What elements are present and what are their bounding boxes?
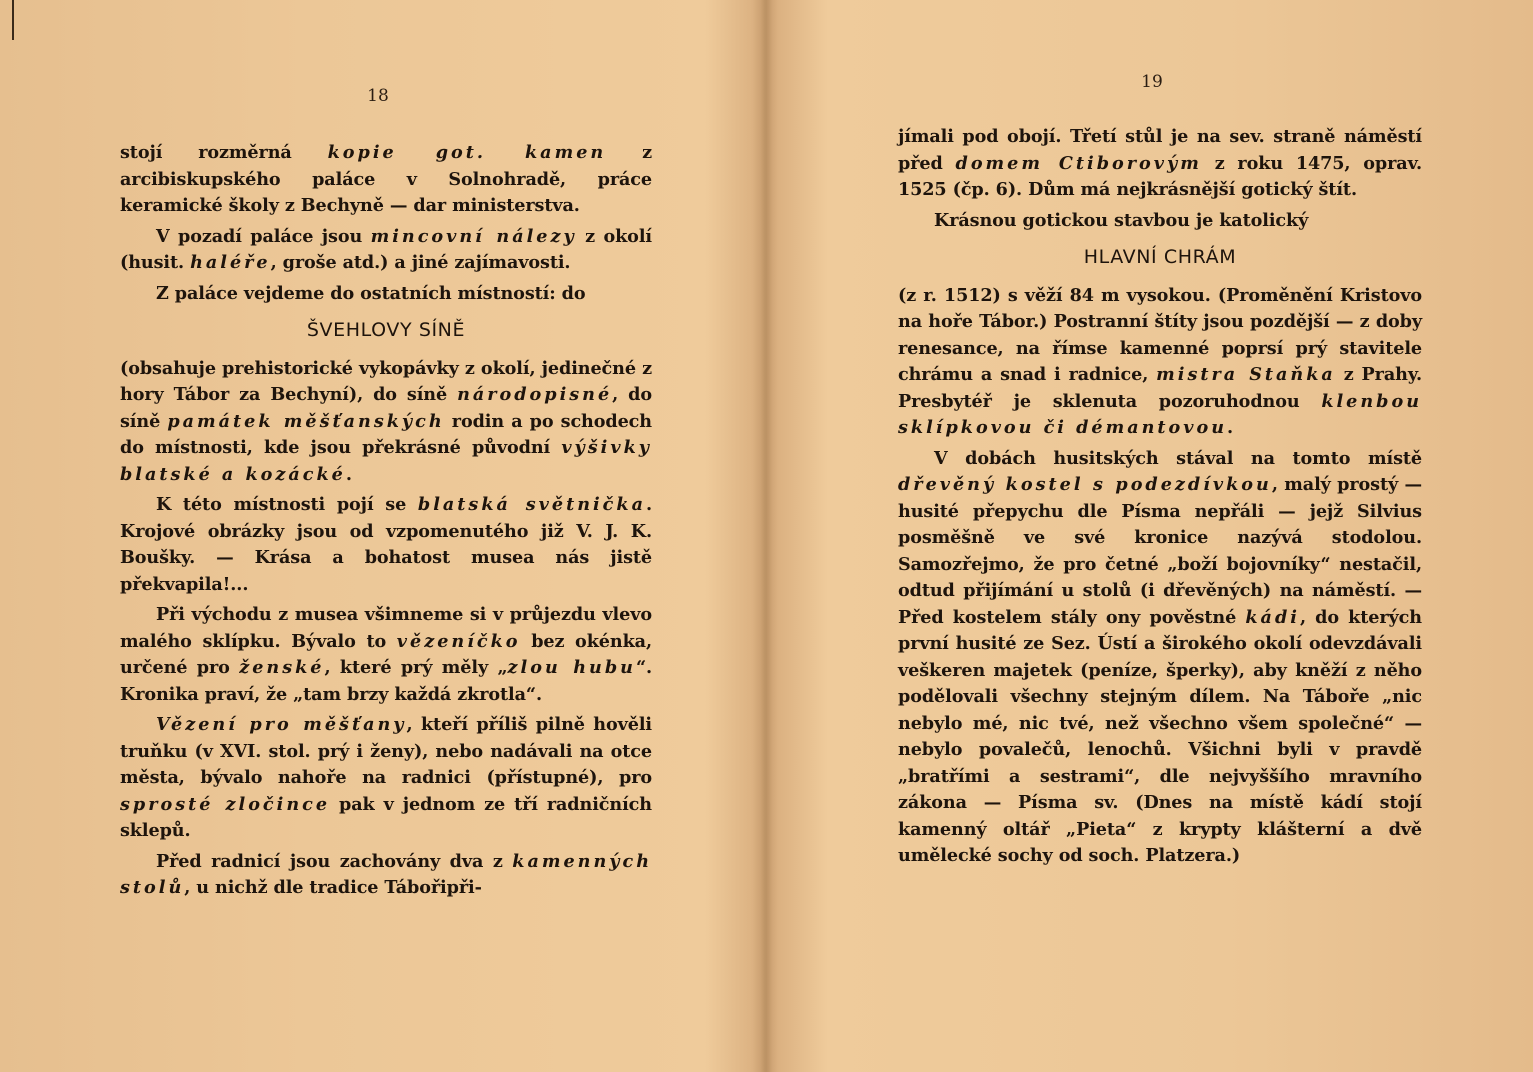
section-heading: HLAVNÍ CHRÁM xyxy=(1083,246,1237,268)
text-run: V pozadí paláce jsou xyxy=(156,225,371,247)
page-number-left: 18 xyxy=(367,86,389,106)
emphasized-text: kopie got. kamen xyxy=(327,142,607,163)
text-run: stojí rozměrná xyxy=(120,142,328,163)
emphasized-text: národopisné xyxy=(457,384,613,405)
right-page xyxy=(770,0,1533,1072)
paragraph xyxy=(120,602,652,708)
text-run: . xyxy=(1227,417,1234,438)
emphasized-text: kamenných stolů xyxy=(120,850,652,898)
text-run: (z r. 1512) s věží 84 m vysokou. (Proměnění Kristovo na hoře Tábor.) Postranní štíty jsou pozdější — z doby renesance, na římse kamenné poprsí prý stavitele chrámu a snad i radnice, xyxy=(898,284,1422,385)
right-page-text xyxy=(898,124,1422,870)
paragraph xyxy=(120,224,652,277)
text-run: “. Kronika praví, že „tam brzy každá zkrotla“. xyxy=(120,657,652,705)
text-run: z roku 1475, oprav. 1525 (čp. 6). Dům má nejkrásnější gotický štít. xyxy=(898,152,1422,200)
text-run: Z paláce vejdeme do ostatních místností: do xyxy=(156,282,586,304)
paragraph xyxy=(120,281,652,308)
emphasized-text: kádi xyxy=(1245,606,1300,628)
emphasized-text: výšivky blatské a kozácké xyxy=(120,437,652,485)
paragraph xyxy=(898,124,1422,204)
emphasized-text: dřevěný kostel s podezdívkou xyxy=(898,474,1272,495)
paragraph xyxy=(120,712,652,845)
page-number-right: 19 xyxy=(1141,72,1163,92)
paragraph xyxy=(120,849,652,902)
text-run: Při východu z musea všimneme si v průjezdu vlevo malého sklípku. Bývalo to xyxy=(120,604,652,652)
emphasized-text: památek měšťanských xyxy=(167,410,445,432)
text-run: bez okénka, určené pro xyxy=(120,630,652,678)
emphasized-text: ženské xyxy=(239,657,325,678)
emphasized-text: vězeníčko xyxy=(396,630,521,652)
emphasized-text: haléře xyxy=(190,252,271,273)
text-run: jímali pod obojí. Třetí stůl je na sev. straně náměstí před xyxy=(898,126,1422,174)
emphasized-text: domem Ctiborovým xyxy=(955,152,1202,174)
paragraph xyxy=(898,283,1422,442)
paragraph xyxy=(120,492,652,598)
emphasized-text: zlou hubu xyxy=(507,657,636,678)
text-run: , kteří příliš pilně hověli truňku (v XVI. stol. prý i ženy), nebo nadávali na otce města, bývalo nahoře na radnici (přístupné), pro xyxy=(120,714,653,788)
text-run: . Krojové obrázky jsou od vzpomenutého již V. J. K. Boušky. — Krása a bohatost musea nás jistě překvapila!... xyxy=(120,494,653,595)
emphasized-text: klenbou sklípkovou či démantovou xyxy=(898,390,1422,438)
text-run: z arcibiskupského paláce v Solnohradě, práce keramické školy z Bechyně — dar ministerstva. xyxy=(120,142,652,216)
text-run: Krásnou gotickou stavbou je katolický xyxy=(934,209,1309,231)
text-run: , malý prostý — husité přepychu dle Písma nepřáli — jejž Silvius posměšně ve své kronice nazývá stodolou. Samozřejmo, že pro četné „boží bojovníky“ nestačil, odtud přijímání u stolů (i dřevěných) na náměstí. — Před kostelem stály ony pověstné xyxy=(898,474,1422,628)
paragraph xyxy=(898,446,1422,870)
text-run: rodin a po schodech do místnosti, kde jsou překrásné původní xyxy=(120,410,652,458)
text-run: , které prý měly „ xyxy=(324,657,508,678)
text-run: Před radnicí jsou zachovány dva z xyxy=(156,850,513,872)
emphasized-text: mincovní nálezy xyxy=(370,225,577,247)
paragraph xyxy=(898,208,1422,235)
text-run: . xyxy=(345,463,352,485)
text-run: , groše atd.) a jiné zajímavosti. xyxy=(270,252,571,273)
paragraph xyxy=(120,356,652,489)
text-run: z okolí (husit. xyxy=(120,225,652,273)
left-page xyxy=(0,0,762,1072)
emphasized-text: blatská světnička xyxy=(417,494,646,515)
emphasized-text: mistra Staňka xyxy=(1156,364,1336,385)
text-run: , do kterých první husité ze Sez. Ústí a širokého okolí odevzdávali veškeren majetek (peníze, šperky), aby kněží z něho podělovali všechny stejným dílem. Na Táboře „nic nebylo mé, nic tvé, než všechno všem společné“ — nebylo povalečů, lenochů. Všichni byli v pravdě „bratřími a sestrami“, dle nejvyššího mravního zákona — Písma sv. (Dnes na místě kádí stojí kamenný oltář „Pieta“ z krypty klášterní a dvě umělecké sochy od soch. Platzera.) xyxy=(898,606,1422,866)
text-run: z Prahy. Presbytéř je sklenuta pozoruhodnou xyxy=(898,364,1422,412)
left-page-text xyxy=(120,140,652,902)
text-run: K této místnosti pojí se xyxy=(156,494,418,515)
emphasized-text: sprosté zločince xyxy=(120,793,331,815)
text-run: V dobách husitských stával na tomto místě xyxy=(934,447,1422,469)
paragraph xyxy=(120,140,652,220)
emphasized-text: Vězení pro měšťany xyxy=(156,714,407,735)
text-run: , do síně xyxy=(120,384,653,432)
text-run: (obsahuje prehistorické vykopávky z okolí, jedinečné z hory Tábor za Bechyní), do síně xyxy=(120,357,652,405)
text-run: pak v jednom ze tří radničních sklepů. xyxy=(120,793,652,841)
text-run: , u nichž dle tradice Tábořipři- xyxy=(184,877,482,898)
section-heading: ŠVEHLOVY SÍNĚ xyxy=(306,319,466,341)
